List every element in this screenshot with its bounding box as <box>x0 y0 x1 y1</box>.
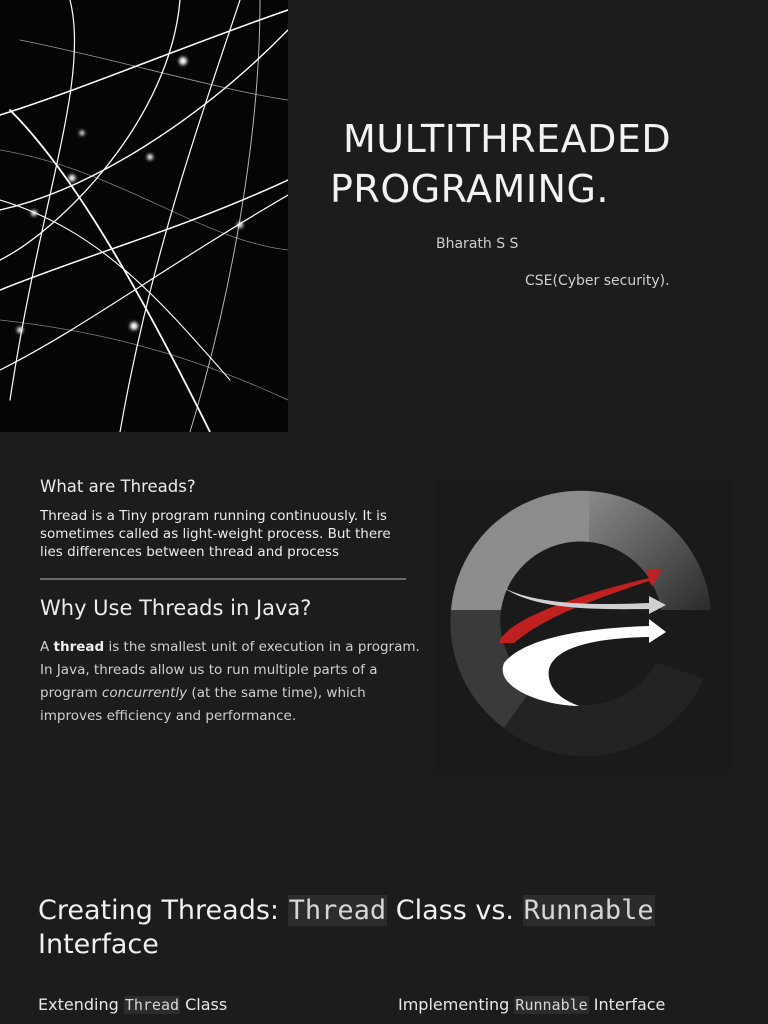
why-use-threads-text <box>40 636 420 728</box>
what-are-threads-text: Thread is a Tiny program running continuously. It is sometimes called as light-weight process. But there lies differences between thread and process <box>40 508 391 560</box>
text-fragment: (at the same time), which improves efficiency and performance. <box>40 685 366 724</box>
creating-threads-heading <box>38 894 738 962</box>
subheading-fragment: Interface <box>588 995 666 1014</box>
light-threads-graphic <box>0 0 288 432</box>
what-are-threads-heading: What are Threads? <box>40 477 196 496</box>
author-name: Bharath S S <box>436 236 519 252</box>
title-line-1: MULTITHREADED <box>343 117 672 161</box>
subheading-fragment: Class <box>180 995 228 1014</box>
runnable-code: Runnable <box>515 996 588 1014</box>
italic-term: concurrently <box>101 685 188 701</box>
title-line-2: PROGRAMING. <box>330 167 609 211</box>
thread-class-code: Thread <box>288 895 387 926</box>
why-use-threads-heading: Why Use Threads in Java? <box>40 596 312 620</box>
bold-term: thread <box>53 639 105 655</box>
presentation-title <box>330 114 750 214</box>
performance-gauge-image <box>434 478 732 774</box>
abstract-lines-image <box>0 0 288 432</box>
text-fragment: A <box>40 639 54 655</box>
heading-fragment: Class vs. <box>387 895 523 926</box>
heading-fragment: Interface <box>38 929 159 960</box>
gauge-arrows-graphic <box>434 478 732 774</box>
department-label: CSE(Cyber security). <box>525 273 670 289</box>
section-divider <box>40 578 406 580</box>
extending-thread-subheading <box>38 995 227 1014</box>
subheading-fragment: Extending <box>38 995 124 1014</box>
text-fragment: is the smallest unit of execution in a program. In Java, threads allow us to run multiple parts of a program <box>40 639 420 701</box>
subheading-fragment: Implementing <box>398 995 515 1014</box>
thread-code: Thread <box>124 996 180 1014</box>
heading-fragment: Creating Threads: <box>38 895 288 926</box>
implementing-runnable-subheading <box>398 995 665 1014</box>
runnable-code: Runnable <box>523 895 654 926</box>
